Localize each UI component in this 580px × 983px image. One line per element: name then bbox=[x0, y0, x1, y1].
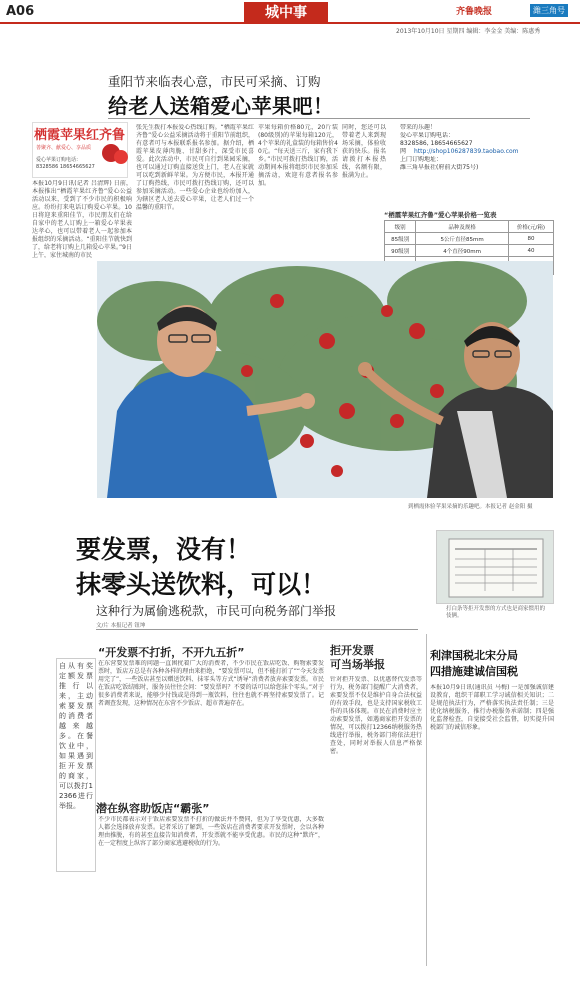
newspaper-logo-tag: 潍三角号 bbox=[530, 4, 568, 17]
apple-picking-photo bbox=[97, 261, 553, 498]
ad-hotline-label: 爱心苹果订购电话： bbox=[36, 157, 82, 163]
order-hotline-label: 爱心苹果订购电话： bbox=[400, 132, 455, 139]
story1-body-col4: 同时，您还可以带着老人来到现场采摘，体验收获的快乐。报名请拨打本报热线，名额有限，报满为止。 bbox=[342, 124, 386, 179]
table-row bbox=[385, 233, 554, 245]
story2-body-a: 在东营要发票难的问题一直困扰着广大的消费者，不少市民在饭店吃饭、购物索要发票时，饭店方总是有各种各样的理由来拒绝，“要发票可以，但不能打折了”“今天发票用完了”，一些饭店甚至以赠送饮料、抹零头等方式“诱导”消费者放弃索要发票。市民在饭店吃饭结账时，服务员往往会问：“要发票吗？不要的话可以给您抹个零头。”对于很多消费者来说，能够少付钱或是得到一瓶饮料，往往也就不再坚持索要发票了。记者调查发现，这种情况在东营不少饭店、超市普遍存在。 bbox=[98, 660, 324, 707]
ad-title: 栖霞苹果红齐鲁 bbox=[34, 128, 126, 143]
story1-headline: 给老人送箱爱心苹果吧！ bbox=[108, 94, 334, 118]
newspaper-logo: 齐鲁晚报 bbox=[456, 7, 493, 17]
order-shop-label: 网 bbox=[400, 148, 407, 155]
table-cell: 5公斤直径85mm bbox=[416, 233, 509, 245]
order-hotline: 8328586, 18654665627 bbox=[400, 140, 473, 147]
story2-subhead-b: 潜在纵容助饭店“霸张” bbox=[96, 802, 210, 815]
table-row bbox=[385, 245, 554, 257]
story1-body-col3: 苹果每箱价格80元，20斤装(80级别)的苹果每箱120元，4个苹果的礼盒装的每箱售价40元。“每天送三斤，家有我下乡。”市民可拨打热线订购，活动期间本报将组织市民参加采摘活动，欢迎有意者报名参加。 bbox=[258, 124, 338, 187]
story2-headline: 抹零头送饮料，可以！ bbox=[76, 570, 327, 599]
story2-subhead-a: “开发票不打折，不开九五折” bbox=[98, 646, 245, 659]
table-cell: 40 bbox=[508, 245, 553, 257]
table-cell: 80 bbox=[508, 233, 553, 245]
story2-subhead-c: 拒开发票 可当场举报 bbox=[330, 644, 385, 671]
order-address: 潍三角早报社(府前大街75号) bbox=[400, 164, 479, 171]
table-header: 品种及规格 bbox=[416, 221, 509, 233]
section-tab: 城中事 bbox=[244, 2, 328, 24]
photo-caption: 到栖霞体验苹果采摘的乐趣吧。本报记者 赵金阳 摄 bbox=[408, 504, 533, 510]
story1-body-col1: 本报10月9日讯(记者 吕清辉) 日前，本报推出“栖霞苹果红齐鲁”爱心公益活动以来，受到了不少市民的积极响应。纷纷打来电话订购爱心苹果。10日将迎来重阳佳节，市民朋友们在给自家中的老人订购上一箱爱心苹果表达孝心，也可以带着老人一起参加本报组织的采摘活动。“重阳佳节就快到了，给老将订购上几箱爱心苹果。”9日上午，家住城南的市民 bbox=[32, 180, 132, 258]
table-cell: 85级别 bbox=[385, 233, 416, 245]
story2-body-b: 不少市民都表示对于饭店索要发票不打折的做法并不赞同，但为了享受优惠，大多数人都会选择放弃发票。记者采访了解到，一些饭店在消费者要求开发票时，会以各种理由推脱，有的甚至直接告知消费者，开发票就不能享受优惠。市民的这种“默许”，在一定程度上纵容了部分商家逃避税收的行为。 bbox=[98, 816, 324, 847]
story2-body-c: 针对拒开发票、以优惠替代发票等行为，税务部门提醒广大消费者，索要发票不仅是维护自身合法权益的有效手段，也是支持国家税收工作的具体体现。市民在消费时应主动索要发票，如遇商家拒开发票的情况，可以拨打12366纳税服务热线进行举报，税务部门将依法进行查处，同时对举报人信息严格保密。 bbox=[330, 676, 422, 755]
ad-hotline: 8328586 18654665627 bbox=[36, 164, 95, 170]
story1-rule bbox=[108, 118, 530, 119]
story2-kicker: 要发票，没有！ bbox=[76, 535, 252, 564]
column-divider bbox=[426, 634, 427, 966]
story3-body: 本报10月9日讯(通讯员 马梅) 一是加强诚信建设教育，组织干部职工学习诚信相关知识；二是规范执法行为，严格落实执法责任制；三是优化纳税服务，推行办税服务承诺制；四是强化监督检查，自觉接受社会监督，切实提升国税部门的诚信形象。 bbox=[430, 684, 554, 731]
receipt-photo-caption: 打白条等拒开发票的方式也是商家惯用的伎俩。 bbox=[446, 606, 546, 619]
page-number: A06 bbox=[6, 4, 35, 19]
table-header: 级别 bbox=[385, 221, 416, 233]
price-table-title: “栖霞苹果红齐鲁”爱心苹果价格一览表 bbox=[384, 211, 497, 219]
order-pickup: 上门订购地址： bbox=[400, 156, 443, 163]
story2-subheadline: 这种行为属偷逃税款，市民可向税务部门举报 bbox=[96, 604, 337, 618]
story1-kicker: 重阳节来临表心意，市民可采摘、订购 bbox=[108, 74, 321, 89]
story3-headline: 利津国税北宋分局 四措施建诚信国税 bbox=[430, 649, 518, 678]
order-shop-link[interactable]: http://shop106287839.taobao.com bbox=[414, 148, 519, 155]
story2-rule bbox=[96, 629, 418, 630]
ad-subtitle: 善聚齐、献爱心、享品质 bbox=[36, 145, 92, 151]
story2-byline: 文/片 本报记者 钮坤 bbox=[96, 623, 146, 629]
apple-icon bbox=[114, 150, 128, 164]
receipt-photo bbox=[436, 530, 554, 604]
table-header: 价格(元/箱) bbox=[508, 221, 553, 233]
story2-sidebar bbox=[56, 658, 96, 872]
table-cell: 90级别 bbox=[385, 245, 416, 257]
receipt-illustration bbox=[437, 531, 554, 604]
table-cell: 4个直径90mm bbox=[416, 245, 509, 257]
order-intro: 带来的乐趣！ bbox=[400, 124, 437, 131]
story1-body-col2: 张先生拨打本报爱心热线订购。“栖霞苹果红齐鲁”爱心公益采摘活动将于重阳节前组织，有意者可与本报联系报名参加。据介绍，栖霞苹果皮薄肉脆、甘甜多汁，深受市民喜爱。此次活动中，市民可自行到果园采摘，也可以通过订购直接送货上门，老人在家就可以吃到新鲜苹果。为方便市民，本报开通了订购热线，市民可拨打热线订购，还可以参加采摘活动。一些爱心企业也纷纷加入，为辖区老人送去爱心苹果，让老人们过一个温馨的重阳节。 bbox=[136, 124, 254, 211]
dateline: 2013年10月10日 星期四 编辑：李金金 美编：陈惠秀 bbox=[396, 28, 541, 35]
sidebar-text: 自从有奖定额发票推行以来，主动索要发票的消费者越来越多。在餐饮业中，如果遇到拒开发票的商家，可以拨打12366进行举报。 bbox=[59, 662, 93, 810]
apple-picking-illustration bbox=[97, 261, 553, 498]
